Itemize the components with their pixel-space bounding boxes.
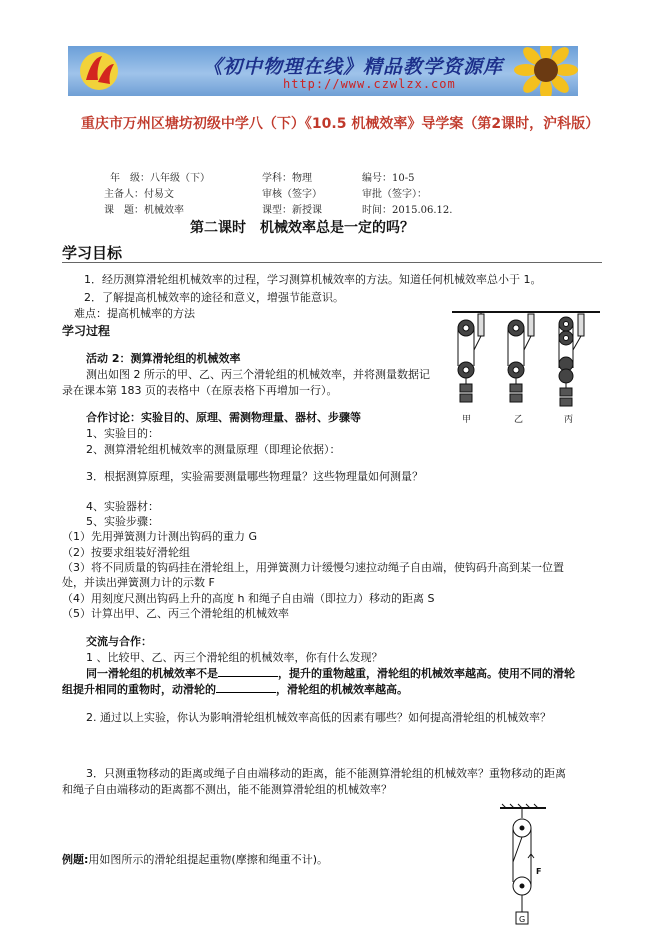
example-label: 例题: xyxy=(62,853,89,866)
example-pulley-figure xyxy=(486,802,556,930)
discussion-item: 4、实验器材： xyxy=(86,500,159,513)
meta-subject: 学科：物理 xyxy=(262,173,312,184)
fill-blank[interactable] xyxy=(218,665,278,677)
step-item: （3）将不同质量的钩码挂在滑轮组上，用弹簧测力计缓慢匀速拉动绳子自由端，使钩码升高到某一位置 xyxy=(62,561,564,574)
divider xyxy=(62,262,602,263)
meta-topic: 课 题：机械效率 xyxy=(104,205,184,216)
discussion-item: 5、实验步骤： xyxy=(86,515,159,528)
step-item: （2）按要求组装好滑轮组 xyxy=(62,546,190,559)
objective-item: 2．了解提高机械效率的途径和意义，增强节能意识。 xyxy=(84,291,344,304)
objectives-heading: 学习目标 xyxy=(62,244,123,262)
figure-label-bing: 丙 xyxy=(564,415,574,425)
exchange-question-2: 2. 通过以上实验，你认为影响滑轮组机械效率高低的因素有哪些？如何提高滑轮组的机械效率？ xyxy=(86,711,551,724)
example-text: 用如图所示的滑轮组提起重物(摩擦和绳重不计)。 xyxy=(88,853,328,866)
meta-type: 课型：新授课 xyxy=(262,205,322,216)
answer-text: ，提升的重物越重，滑轮组的机械效率越高。使用不同的滑轮 xyxy=(278,667,575,680)
exchange-heading: 交流与合作： xyxy=(86,635,152,648)
document-title: 重庆市万州区塘坊初级中学八（下）《10.5 机械效率》导学案（第2课时，沪科版） xyxy=(80,116,600,132)
site-logo-icon xyxy=(78,50,120,92)
activity-text: 录在课本第 183 页的表格中（在原表格下再增加一行）。 xyxy=(62,384,338,397)
lesson-title: 第二课时 机械效率总是一定的吗？ xyxy=(190,220,414,236)
fill-blank[interactable] xyxy=(216,681,276,693)
answer-text: 组提升相同的重物时，动滑轮的 xyxy=(62,683,216,696)
meta-author: 主备人：付易文 xyxy=(104,189,174,200)
discussion-heading: 合作讨论：实验目的、原理、需测物理量、器材、步骤等 xyxy=(86,411,361,424)
meta-review: 审核（签字） xyxy=(262,189,322,200)
step-item: （1）先用弹簧测力计测出钩码的重力 G xyxy=(62,530,258,543)
objective-item: 1．经历测算滑轮组机械效率的过程，学习测算机械效率的方法。知道任何机械效率总小于 1。 xyxy=(84,273,542,286)
pulley-systems-figure xyxy=(450,306,610,431)
answer-text: ，滑轮组的机械效率越高。 xyxy=(276,683,408,696)
exchange-question-3-cont: 和绳子自由端移动的距离都不测出，能不能测算滑轮组的机械效率？ xyxy=(62,783,392,796)
discussion-item: 3．根据测算原理，实验需要测量哪些物理量？这些物理量如何测量？ xyxy=(86,470,423,483)
sunflower-icon xyxy=(494,46,578,96)
step-item: 处，并读出弹簧测力计的示数 F xyxy=(62,576,215,589)
meta-date: 时间：2015.06.12. xyxy=(362,205,453,216)
example-line xyxy=(62,852,328,868)
exchange-answer-line-1 xyxy=(86,665,575,682)
exchange-question-1: 1 、比较甲、乙、丙三个滑轮组的机械效率，你有什么发现？ xyxy=(86,651,383,664)
process-heading: 学习过程 xyxy=(62,324,111,338)
meta-number: 编号：10-5 xyxy=(362,173,415,184)
banner-title: 《初中物理在线》精品教学资源库 xyxy=(203,56,504,78)
activity-title: 活动 2：测算滑轮组的机械效率 xyxy=(86,352,241,365)
banner-url: http://www.czwlzx.com xyxy=(283,77,456,91)
force-label: F xyxy=(536,867,542,876)
exchange-question-3: 3．只测重物移动的距离或绳子自由端移动的距离，能不能测算滑轮组的机械效率？重物移动的距离 xyxy=(86,767,566,780)
step-item: （4）用刻度尺测出钩码上升的高度 h 和绳子自由端（即拉力）移动的距离 S xyxy=(62,592,435,605)
answer-text: 同一滑轮组的机械效率不是 xyxy=(86,667,218,680)
discussion-item: 2、测算滑轮组机械效率的测量原理（即理论依据）： xyxy=(86,443,341,456)
figure-label-yi: 乙 xyxy=(514,415,524,425)
figure-label-jia: 甲 xyxy=(462,415,472,425)
discussion-item: 1、实验目的： xyxy=(86,427,159,440)
meta-approve: 审批（签字）： xyxy=(362,189,427,200)
weight-label: G xyxy=(519,915,526,924)
meta-grade: 年 级：八年级（下） xyxy=(110,173,210,184)
exchange-answer-line-2 xyxy=(62,681,408,698)
header-banner xyxy=(68,46,578,96)
activity-text: 测出如图 2 所示的甲、乙、丙三个滑轮组的机械效率，并将测量数据记 xyxy=(86,368,430,381)
step-item: （5）计算出甲、乙、丙三个滑轮组的机械效率 xyxy=(62,607,289,620)
objective-difficulty: 难点：提高机械率的方法 xyxy=(74,307,195,320)
